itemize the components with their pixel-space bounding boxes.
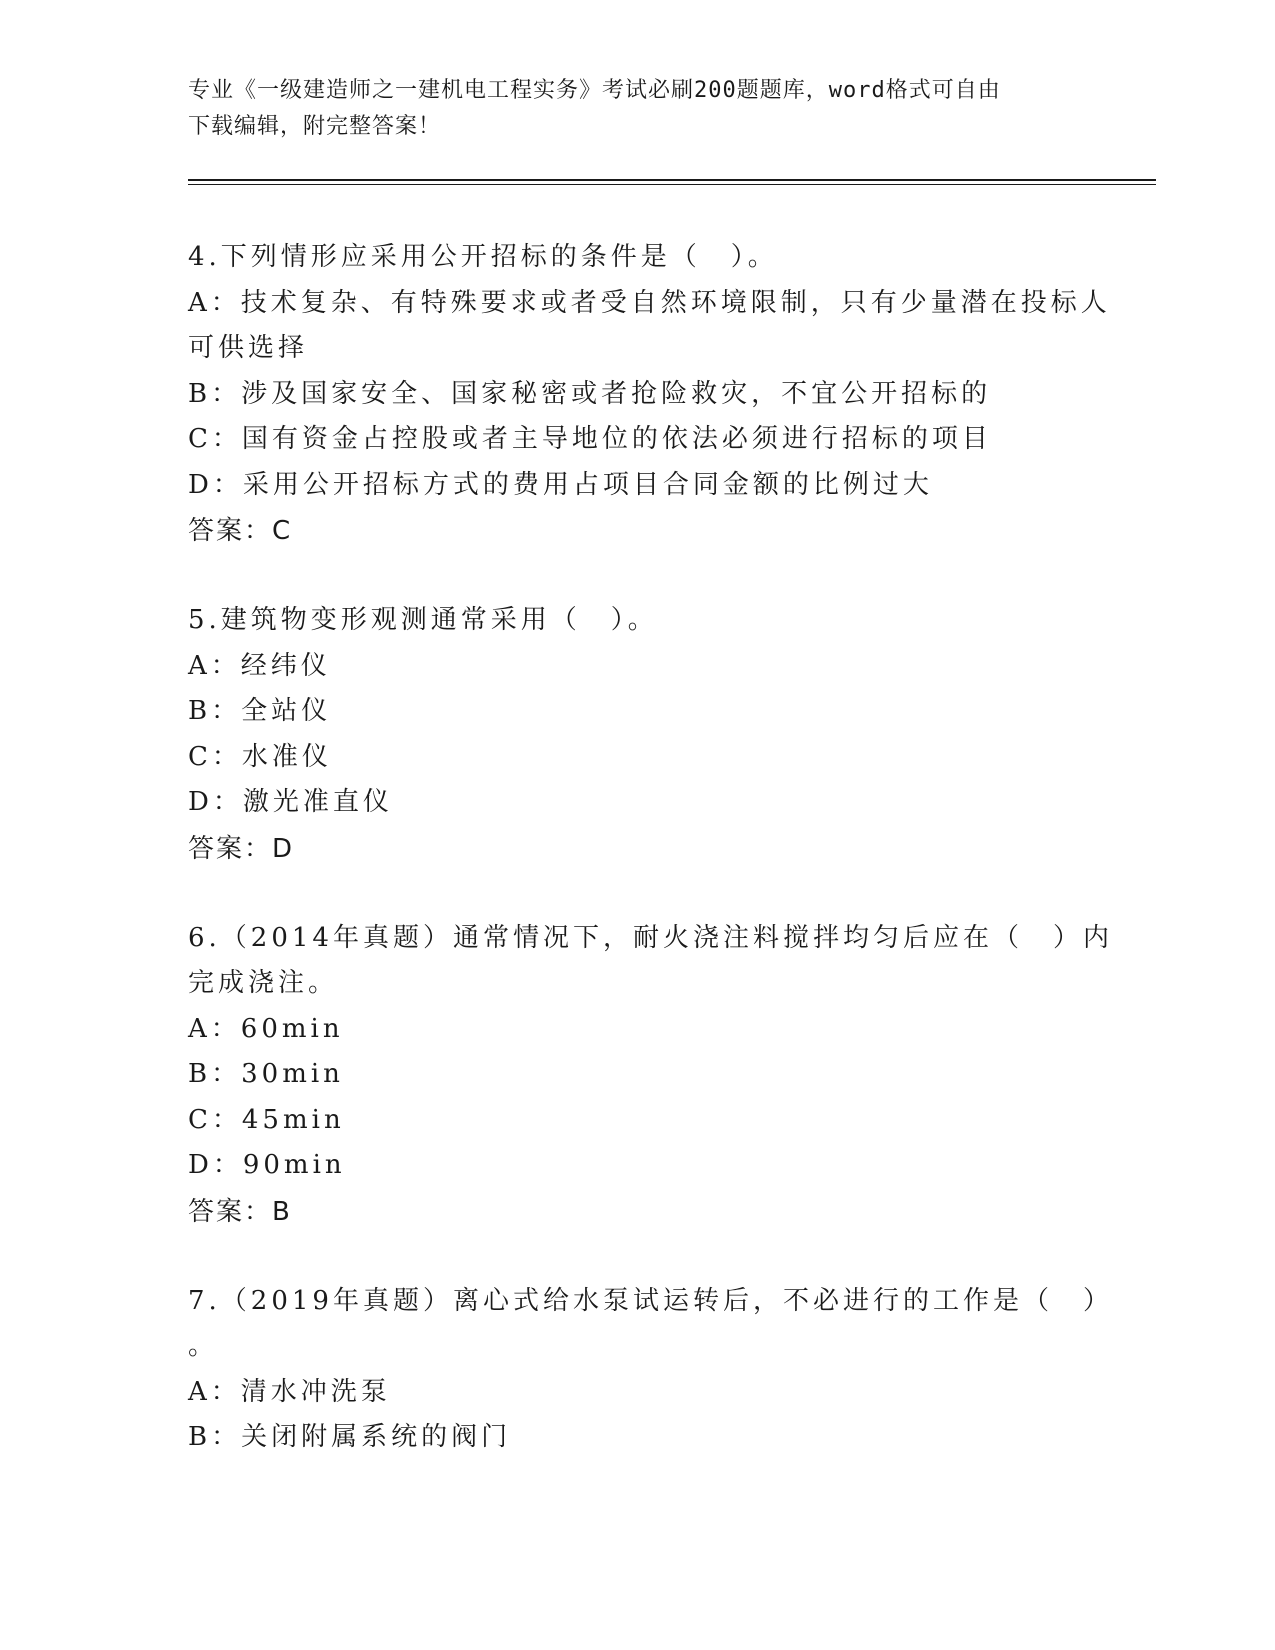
- question-stem: 7.（2019年真题）离心式给水泵试运转后，不必进行的工作是（ ）: [188, 1285, 1113, 1316]
- option-c: C：水准仪: [188, 741, 332, 772]
- question-stem: 4.下列情形应采用公开招标的条件是（ ）。: [188, 242, 778, 272]
- option-a-continued: 可供选择: [188, 333, 309, 363]
- option-b: B：全站仪: [188, 696, 332, 726]
- header-line-2: 下载编辑，附完整答案！: [188, 114, 442, 139]
- question-stem: 6.（2014年真题）通常情况下，耐火浇注料搅拌均匀后应在（ ）内: [188, 922, 1113, 953]
- question-list: [188, 235, 1113, 1505]
- question-7: [188, 1279, 1113, 1461]
- option-d: D：采用公开招标方式的费用占项目合同金额的比例过大: [188, 469, 933, 500]
- answer: 答案：B: [188, 1196, 292, 1227]
- option-d: D：激光准直仪: [188, 787, 393, 817]
- question-6: [188, 916, 1113, 1235]
- question-stem-continued: 。: [188, 1331, 219, 1361]
- answer: 答案：D: [188, 833, 295, 864]
- option-a: A：经纬仪: [188, 650, 331, 681]
- option-a: A：技术复杂、有特殊要求或者受自然环境限制，只有少量潜在投标人: [188, 287, 1111, 318]
- question-stem: 5.建筑物变形观测通常采用（ ）。: [188, 605, 658, 635]
- question-5: [188, 598, 1088, 872]
- question-4: [188, 235, 1111, 554]
- option-c: C：国有资金占控股或者主导地位的依法必须进行招标的项目: [188, 424, 992, 454]
- answer: 答案：C: [188, 516, 293, 546]
- option-d: D：90min: [188, 1150, 346, 1180]
- option-b: B：30min: [188, 1059, 344, 1089]
- option-a: A：60min: [188, 1013, 344, 1044]
- question-stem-continued: 完成浇注。: [188, 968, 339, 998]
- option-c: C：45min: [188, 1104, 345, 1135]
- header-divider-top: [188, 179, 1156, 181]
- header-line-1: 专业《一级建造师之一建机电工程实务》考试必刷200题题库，word格式可自由: [188, 78, 1001, 103]
- document-header: [188, 73, 1088, 145]
- option-b: B：关闭附属系统的阀门: [188, 1422, 512, 1452]
- option-a: A：清水冲洗泵: [188, 1376, 391, 1407]
- option-b: B：涉及国家安全、国家秘密或者抢险救灾，不宜公开招标的: [188, 378, 992, 409]
- header-divider-bottom: [188, 184, 1156, 185]
